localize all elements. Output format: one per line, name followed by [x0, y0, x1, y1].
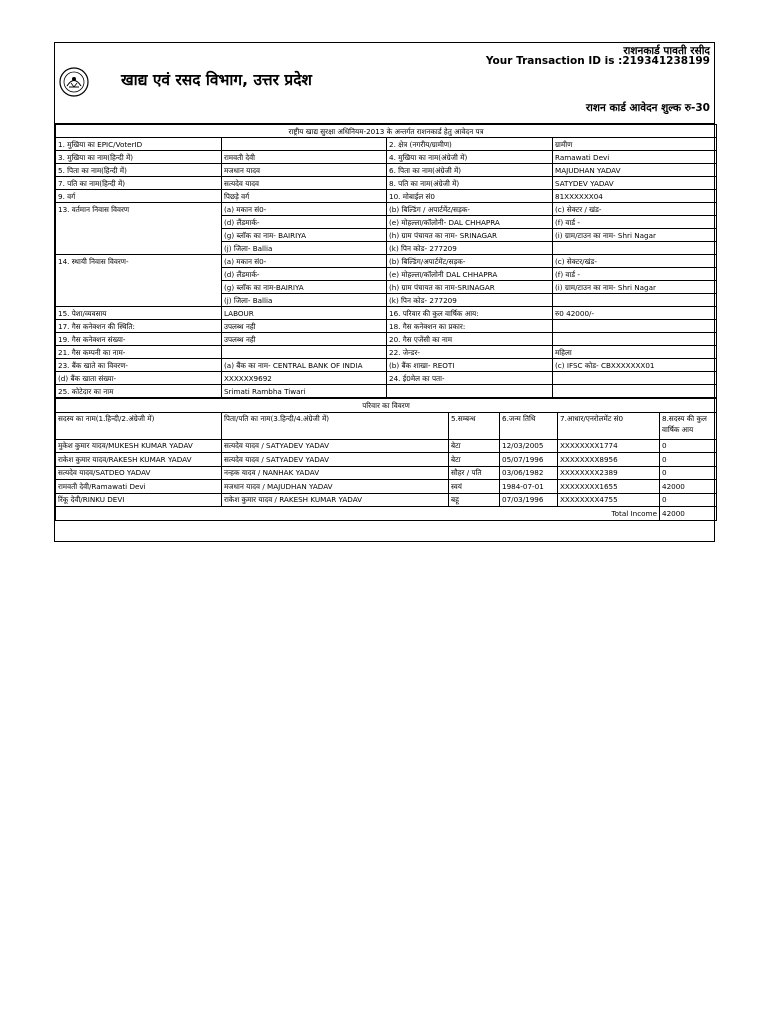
guardian-name: सत्यदेव यादव / SATYADEV YADAV [222, 453, 449, 467]
member-name: रिंकू देवी/RINKU DEVI [56, 493, 222, 507]
address-field: (f) वार्ड - [553, 268, 717, 281]
address-field: (k) पिन कोड- 277209 [387, 294, 553, 307]
aadhaar-number: XXXXXXXX8956 [558, 453, 660, 467]
field-label: 7. पति का नाम(हिन्दी में) [56, 177, 222, 190]
aadhaar-number: XXXXXXXX4755 [558, 493, 660, 507]
annual-income: 42000 [660, 480, 717, 494]
field-value [553, 320, 717, 333]
field-value: 81XXXXXX04 [553, 190, 717, 203]
field-value: रामवती देवी [222, 151, 387, 164]
member-name: मुकेश कुमार यादव/MUKESH KUMAR YADAV [56, 439, 222, 453]
table-row [56, 480, 717, 494]
permanent-address-row [56, 255, 717, 268]
field-value: XXXXXX9692 [222, 372, 387, 385]
field-label: 15. पेशा/व्यवसाय [56, 307, 222, 320]
form-row [56, 307, 717, 320]
up-government-emblem-icon [59, 67, 89, 97]
total-income-value: 42000 [660, 507, 717, 521]
form-row [56, 138, 717, 151]
form-row [56, 190, 717, 203]
current-address-row [56, 242, 717, 255]
field-value: पिछड़े वर्ग [222, 190, 387, 203]
address-field: (i) ग्राम/टाउन का नाम- Shri Nagar [553, 281, 717, 294]
address-field: (c) सेक्टर / खंड- [553, 203, 717, 216]
address-field: (d) लैंडमार्क- [222, 268, 387, 281]
application-fee: राशन कार्ड आवेदन शुल्क रु-30 [585, 102, 710, 114]
field-label: 13. वर्तमान निवास विवरण [56, 203, 222, 216]
field-label: 2. क्षेत्र (नगरीय/ग्रामीण) [387, 138, 553, 151]
field-value: मजधान यादव [222, 164, 387, 177]
address-field: (a) मकान सं0- [222, 203, 387, 216]
field-label: 22. जेन्डर- [387, 346, 553, 359]
field-label: 1. मुखिया का EPIC/VoterID [56, 138, 222, 151]
field-label: 16. परिवार की कुल वार्षिक आय: [387, 307, 553, 320]
address-field: (i) ग्राम/टाउन का नाम- Shri Nagar [553, 229, 717, 242]
table-row [56, 466, 717, 480]
column-header: सदस्य का नाम(1.हिन्दी/2.अंग्रेजी में) [56, 412, 222, 439]
birth-date: 05/07/1996 [500, 453, 558, 467]
birth-date: 12/03/2005 [500, 439, 558, 453]
guardian-name: नन्हक यादव / NANHAK YADAV [222, 466, 449, 480]
form-row [56, 385, 717, 398]
field-value: (a) बैंक का नाम- CENTRAL BANK OF INDIA [222, 359, 387, 372]
current-address-row [56, 229, 717, 242]
total-income-label: Total Income [56, 507, 660, 521]
table-row [56, 439, 717, 453]
address-field: (g) ब्लॉक का नाम-BAIRIYA [222, 281, 387, 294]
field-value [222, 138, 387, 151]
annual-income: 0 [660, 493, 717, 507]
field-label: 21. गैस कम्पनी का नाम- [56, 346, 222, 359]
application-form-table [55, 124, 717, 398]
field-value: उपलब्ध नही [222, 333, 387, 346]
relation: स्वयं [449, 480, 500, 494]
current-address-row [56, 216, 717, 229]
address-field: (f) वार्ड - [553, 216, 717, 229]
address-field: (a) मकान सं0- [222, 255, 387, 268]
field-label: 18. गैस कनेक्शन का प्रकार: [387, 320, 553, 333]
annual-income: 0 [660, 453, 717, 467]
form-row [56, 359, 717, 372]
table-row [56, 453, 717, 467]
receipt-title: राशनकार्ड पावती रसीद [623, 45, 710, 57]
relation: बहू [449, 493, 500, 507]
form-row [56, 372, 717, 385]
family-title: परिवार का विवरण [56, 399, 717, 413]
permanent-address-row [56, 294, 717, 307]
address-field: (h) ग्राम पंचायत का नाम-SRINAGAR [387, 281, 553, 294]
field-value: सत्यदेव यादव [222, 177, 387, 190]
column-header: पिता/पति का नाम(3.हिन्दी/4.अंग्रेजी में) [222, 412, 449, 439]
field-label: 25. कोटेदार का नाम [56, 385, 222, 398]
field-value: रु0 42000/- [553, 307, 717, 320]
address-field: (c) सेक्टर/खंड- [553, 255, 717, 268]
field-value: महिला [553, 346, 717, 359]
field-value: (c) IFSC कोड- CBXXXXXXX01 [553, 359, 717, 372]
relation: बेटा [449, 453, 500, 467]
field-label: 10. मोबाईल सं0 [387, 190, 553, 203]
field-value: ग्रामीण [553, 138, 717, 151]
family-header-row [56, 412, 717, 439]
table-row [56, 493, 717, 507]
address-field: (j) जिला- Ballia [222, 294, 387, 307]
field-value: LABOUR [222, 307, 387, 320]
form-row [56, 320, 717, 333]
aadhaar-number: XXXXXXXX1774 [558, 439, 660, 453]
address-field: (d) लैंडमार्क- [222, 216, 387, 229]
form-row [56, 177, 717, 190]
member-name: रामवती देवी/Ramawati Devi [56, 480, 222, 494]
annual-income: 0 [660, 466, 717, 480]
address-field: (b) बिल्डिंग / अपार्टमेंट/सड़क- [387, 203, 553, 216]
address-field: (j) जिला- Ballia [222, 242, 387, 255]
form-row [56, 164, 717, 177]
department-title: खाद्य एवं रसद विभाग, उत्तर प्रदेश [121, 71, 312, 89]
column-header: 7.आधार/एनरोलमेंट सं0 [558, 412, 660, 439]
field-value [222, 346, 387, 359]
field-label: 17. गैस कनेक्शन की स्थिति: [56, 320, 222, 333]
field-label: 3. मुखिया का नाम(हिन्दी में) [56, 151, 222, 164]
column-header: 6.जन्म तिथि [500, 412, 558, 439]
field-label: 20. गैस एजेंसी का नाम [387, 333, 553, 346]
birth-date: 1984-07-01 [500, 480, 558, 494]
field-label: 5. पिता का नाम(हिन्दी में) [56, 164, 222, 177]
field-label: 19. गैस कनेक्शन संख्या- [56, 333, 222, 346]
field-value: SATYDEV YADAV [553, 177, 717, 190]
form-row [56, 346, 717, 359]
address-field [553, 242, 717, 255]
aadhaar-number: XXXXXXXX1655 [558, 480, 660, 494]
address-field: (e) मोहल्ला/कॉलोनी DAL CHHAPRA [387, 268, 553, 281]
field-label: 8. पति का नाम(अंग्रेजी में) [387, 177, 553, 190]
field-value: Ramawati Devi [553, 151, 717, 164]
column-header: 8.सदस्य की कुल वार्षिक आय [660, 412, 717, 439]
current-address-row [56, 203, 717, 216]
address-field: (e) मोहल्ला/कॉलोनी- DAL CHHAPRA [387, 216, 553, 229]
family-details-table [55, 398, 717, 521]
guardian-name: राकेश कुमार यादव / RAKESH KUMAR YADAV [222, 493, 449, 507]
address-field: (k) पिन कोड- 277209 [387, 242, 553, 255]
field-value: उपलब्ध नही [222, 320, 387, 333]
address-field: (b) बिल्डिंग/अपार्टमेंट/सड़क- [387, 255, 553, 268]
address-field: (g) ब्लॉक का नाम- BAIRIYA [222, 229, 387, 242]
address-field [553, 294, 717, 307]
field-value: (b) बैंक शाखा- REOTI [387, 359, 553, 372]
column-header: 5.सम्बन्ध [449, 412, 500, 439]
field-label: 14. स्थायी निवास विवरण- [56, 255, 222, 268]
receipt-header [55, 43, 714, 124]
member-name: सत्यदेव यादव/SATDEO YADAV [56, 466, 222, 480]
guardian-name: सत्यदेव यादव / SATYADEV YADAV [222, 439, 449, 453]
field-value [553, 333, 717, 346]
ration-card-receipt [54, 42, 715, 542]
guardian-name: मजधान यादव / MAJUDHAN YADAV [222, 480, 449, 494]
field-label: (d) बैंक खाता संख्या- [56, 372, 222, 385]
aadhaar-number: XXXXXXXX2389 [558, 466, 660, 480]
field-value: Srimati Rambha Tiwari [222, 385, 387, 398]
relation: सौहर / पति [449, 466, 500, 480]
total-income-row [56, 507, 717, 521]
form-row [56, 151, 717, 164]
permanent-address-row [56, 281, 717, 294]
birth-date: 03/06/1982 [500, 466, 558, 480]
field-label: 4. मुखिया का नाम(अंग्रेजी में) [387, 151, 553, 164]
annual-income: 0 [660, 439, 717, 453]
field-label: 9. वर्ग [56, 190, 222, 203]
permanent-address-row [56, 268, 717, 281]
field-value [553, 372, 717, 385]
form-row [56, 333, 717, 346]
birth-date: 07/03/1996 [500, 493, 558, 507]
field-value: MAJUDHAN YADAV [553, 164, 717, 177]
field-label: 6. पिता का नाम(अंग्रेजी में) [387, 164, 553, 177]
address-field: (h) ग्राम पंचायत का नाम- SRINAGAR [387, 229, 553, 242]
form-title-row [56, 125, 717, 138]
field-label: 23. बैंक खाते का विवरण- [56, 359, 222, 372]
member-name: राकेश कुमार यादव/RAKESH KUMAR YADAV [56, 453, 222, 467]
transaction-id: Your Transaction ID is :219341238199 [485, 55, 710, 67]
family-title-row [56, 399, 717, 413]
form-title: राष्ट्रीय खाद्य सुरक्षा अधिनियम-2013 के अन्तर्गत राशनकार्ड हेतु आवेदन पत्र [56, 125, 717, 138]
field-label: 24. ई0मेल का पता- [387, 372, 553, 385]
relation: बेटा [449, 439, 500, 453]
